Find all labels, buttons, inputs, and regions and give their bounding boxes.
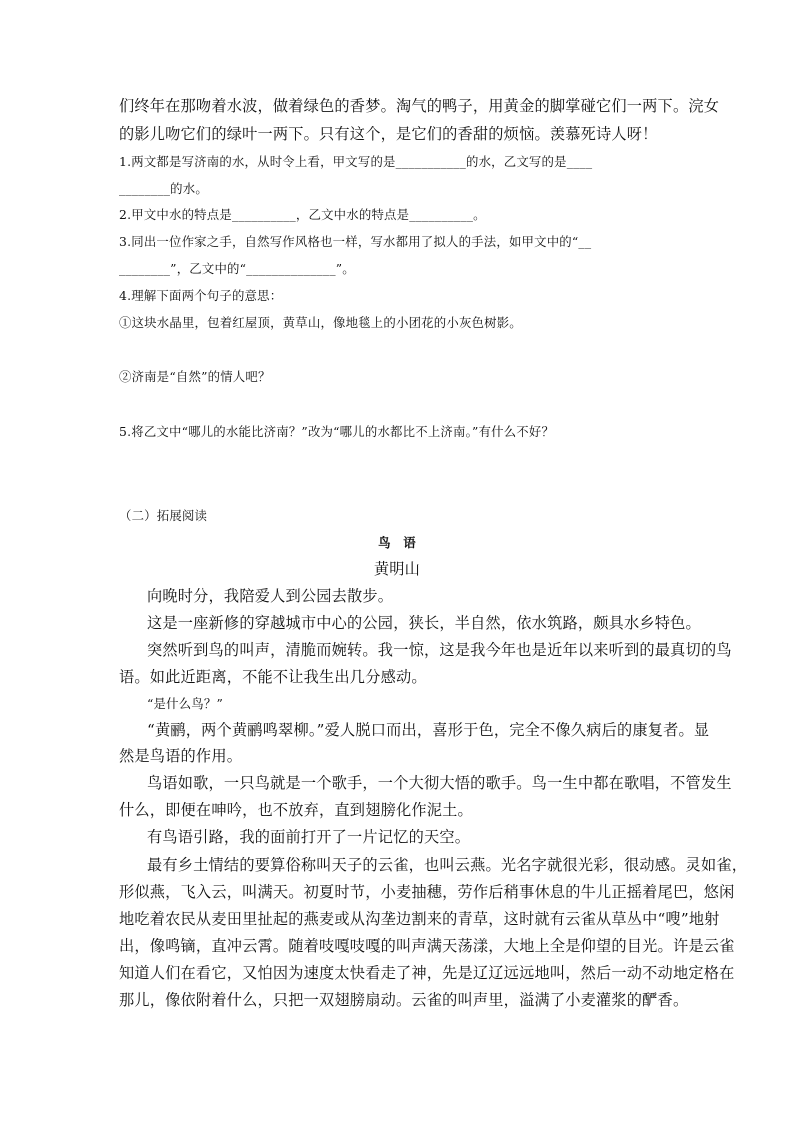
passage-line-2: 的影儿吻它们的绿叶一两下。只有这个，是它们的香甜的烦恼。羡慕死诗人呀！ <box>119 125 658 143</box>
article-line: “黄鹂，两个黄鹂鸣翠柳。”爱人脱口而出，喜形于色，完全不像久病后的康复者。显 <box>147 721 710 739</box>
question-3-line-2: ________”，乙文中的“______________”。 <box>119 261 355 276</box>
section-heading: （二）拓展阅读 <box>119 508 208 523</box>
article-line: 那儿，像依附着什么，只把一双翅膀扇动。云雀的叫声里，溢满了小麦灌浆的酽香。 <box>119 991 689 1009</box>
passage-line-1: 们终年在那吻着水波，做着绿色的香梦。淘气的鸭子，用黄金的脚掌碰它们一两下。浣女 <box>119 97 720 115</box>
article-author: 黄明山 <box>373 560 421 578</box>
article-line: “是什么鸟？” <box>147 696 224 711</box>
article-line: 地吃着农民从麦田里扯起的燕麦或从沟垄边割来的青草，这时就有云雀从草丛中“嗖”地射 <box>119 910 720 928</box>
article-line: 这是一座新修的穿越城市中心的公园，狭长，半自然，依水筑路，颇具水乡特色。 <box>147 614 701 632</box>
article-line: 然是鸟语的作用。 <box>119 747 243 765</box>
question-4-sentence-2: ②济南是“自然”的情人吧？ <box>119 369 271 384</box>
article-line: 知道人们在看它，又怕因为速度太快看走了神，先是辽辽远远地叫，然后一动不动地定格在 <box>119 964 735 982</box>
question-5: 5.将乙文中“哪儿的水能比济南？”改为“哪儿的水都比不上济南。”有什么不好？ <box>119 424 555 439</box>
question-1-line-2: ________的水。 <box>119 181 208 196</box>
article-line: 语。如此近距离，不能不让我生出几分感动。 <box>119 668 427 686</box>
article-line: 形似燕，飞入云，叫满天。初夏时节，小麦抽穗，劳作后稍事休息的牛儿正摇着尾巴，悠闲 <box>119 883 735 901</box>
article-line: 向晚时分，我陪爱人到公园去散步。 <box>147 587 394 605</box>
article-line: 出，像鸣镝，直冲云霄。随着吱嘎吱嘎的叫声满天荡漾，大地上全是仰望的目光。许是云雀 <box>119 937 735 955</box>
article-line: 最有乡土情结的要算俗称叫天子的云雀，也叫云燕。光名字就很光彩，很动感。灵如雀， <box>147 856 748 874</box>
question-3-line-1: 3.同出一位作家之手，自然写作风格也一样，写水都用了拟人的手法，如甲文中的“__ <box>119 234 592 249</box>
article-line: 有鸟语引路，我的面前打开了一片记忆的天空。 <box>147 828 471 846</box>
article-line: 什么，即便在呻吟，也不放弃，直到翅膀化作泥土。 <box>119 801 473 819</box>
article-title: 鸟 语 <box>378 535 416 550</box>
question-4-sentence-1: ①这块水晶里，包着红屋顶，黄草山，像地毯上的小团花的小灰色树影。 <box>119 315 522 330</box>
question-4: 4.理解下面两个句子的意思： <box>119 288 283 303</box>
question-1-line-1: 1.两文都是写济南的水，从时令上看，甲文写的是___________的水，乙文写的是____ <box>119 154 593 169</box>
article-line: 鸟语如歌，一只鸟就是一个歌手，一个大彻大悟的歌手。鸟一生中都在歌唱，不管发生 <box>147 774 732 792</box>
question-2: 2.甲文中水的特点是__________，乙文中水的特点是__________。 <box>119 207 486 222</box>
article-line: 突然听到鸟的叫声，清脆而婉转。我一惊，这是我今年也是近年以来听到的最真切的鸟 <box>147 641 732 659</box>
